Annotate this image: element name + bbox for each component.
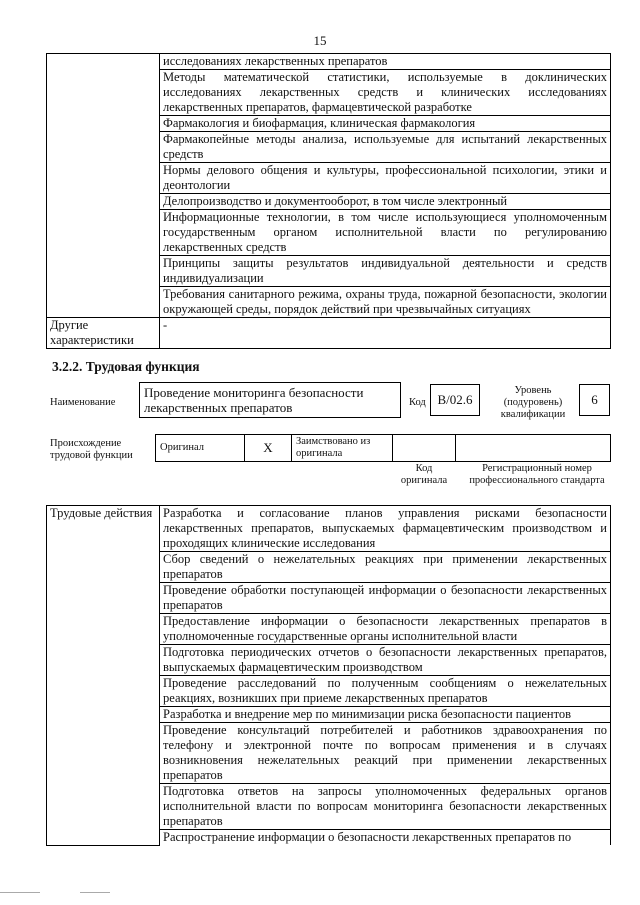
table-row: [47, 506, 611, 552]
table-cell: Разработка и согласование планов управления рисками безопасности лекарственных препаратов, выпускаемых фармацевтическим производством и проходящих клинические исследования: [160, 506, 611, 552]
labor-actions-label: Трудовые действия: [47, 506, 160, 846]
table-cell: Методы математической статистики, используемые в доклинических исследованиях лекарственных средств и клинических исследованиях лекарственных препаратов, фармацевтической разработке: [160, 70, 611, 116]
original-code-caption: Код оригинала: [400, 463, 448, 486]
table-row: [156, 435, 611, 462]
labor-actions-table: [46, 505, 611, 846]
table-label-cell-empty: [47, 54, 160, 318]
table-cell: Принципы защиты результатов индивидуальной деятельности и средств индивидуализации: [160, 256, 611, 287]
table-cell: Требования санитарного режима, охраны труда, пожарной безопасности, экологии окружающей среды, порядок действий при чрезвычайных ситуациях: [160, 287, 611, 318]
registration-number-caption: Регистрационный номер профессионального стандарта: [469, 463, 605, 486]
table-row: [47, 54, 611, 70]
table-cell: Предоставление информации о безопасности лекарственных препаратов в уполномоченные государственные органы исполнительной власти: [160, 614, 611, 645]
qualification-level-box: 6: [579, 384, 610, 416]
table-cell: Подготовка периодических отчетов о безопасности лекарственных препаратов, выпускаемых фармацевтическим производством: [160, 645, 611, 676]
original-label: Оригинал: [156, 435, 245, 462]
original-mark: X: [245, 435, 292, 462]
table-cell: Распространение информации о безопасности лекарственных препаратов по: [160, 830, 611, 846]
registration-number-cell: [456, 435, 611, 462]
section-heading: 3.2.2. Трудовая функция: [52, 359, 200, 374]
table-cell: Подготовка ответов на запросы уполномоченных федеральных органов исполнительной власти по вопросам мониторинга безопасности лекарственных препаратов: [160, 784, 611, 830]
table-cell: Делопроизводство и документооборот, в том числе электронный: [160, 194, 611, 210]
table-cell: Проведение обработки поступающей информации о безопасности лекарственных препаратов: [160, 583, 611, 614]
knowledge-table: [46, 53, 611, 349]
name-label: Наименование: [50, 397, 116, 408]
table-cell: Фармакопейные методы анализа, используемые для испытаний лекарственных средств: [160, 132, 611, 163]
table-row: [47, 318, 611, 349]
table-cell: исследованиях лекарственных препаратов: [160, 54, 611, 70]
table-cell: Нормы делового общения и культуры, профессиональной психологии, этики и деонтологии: [160, 163, 611, 194]
scan-artifact: [0, 892, 40, 893]
table-cell: Проведение расследований по полученным сообщениям о нежелательных реакциях, возникших при приеме лекарственных препаратов: [160, 676, 611, 707]
table-cell: Разработка и внедрение мер по минимизации риска безопасности пациентов: [160, 707, 611, 723]
origin-label: Происхождение трудовой функции: [50, 438, 133, 461]
scan-artifact: [80, 892, 110, 893]
function-name-box: Проведение мониторинга безопасности лекарственных препаратов: [139, 382, 401, 418]
other-characteristics-label: Другие характеристики: [47, 318, 160, 349]
origin-table: [155, 434, 611, 462]
qualification-level-label: Уровень (подуровень) квалификации: [500, 385, 566, 420]
borrowed-label: Заимствовано из оригинала: [292, 435, 393, 462]
page-number: 15: [313, 33, 327, 48]
original-code-cell: [393, 435, 456, 462]
table-cell: Фармакология и биофармация, клиническая фармакология: [160, 116, 611, 132]
code-label: Код: [409, 397, 426, 408]
function-code-box: B/02.6: [430, 384, 480, 416]
table-cell: Проведение консультаций потребителей и работников здравоохранения по телефону и электронной почте по вопросам применения и в случаях возникновения нежелательных реакций при применении лекарственных препаратов: [160, 723, 611, 784]
other-characteristics-value: -: [160, 318, 611, 349]
table-cell: Информационные технологии, в том числе использующиеся уполномоченным государственным органом исполнительной власти по регулированию лекарственных средств: [160, 210, 611, 256]
table-cell: Сбор сведений о нежелательных реакциях при применении лекарственных препаратов: [160, 552, 611, 583]
